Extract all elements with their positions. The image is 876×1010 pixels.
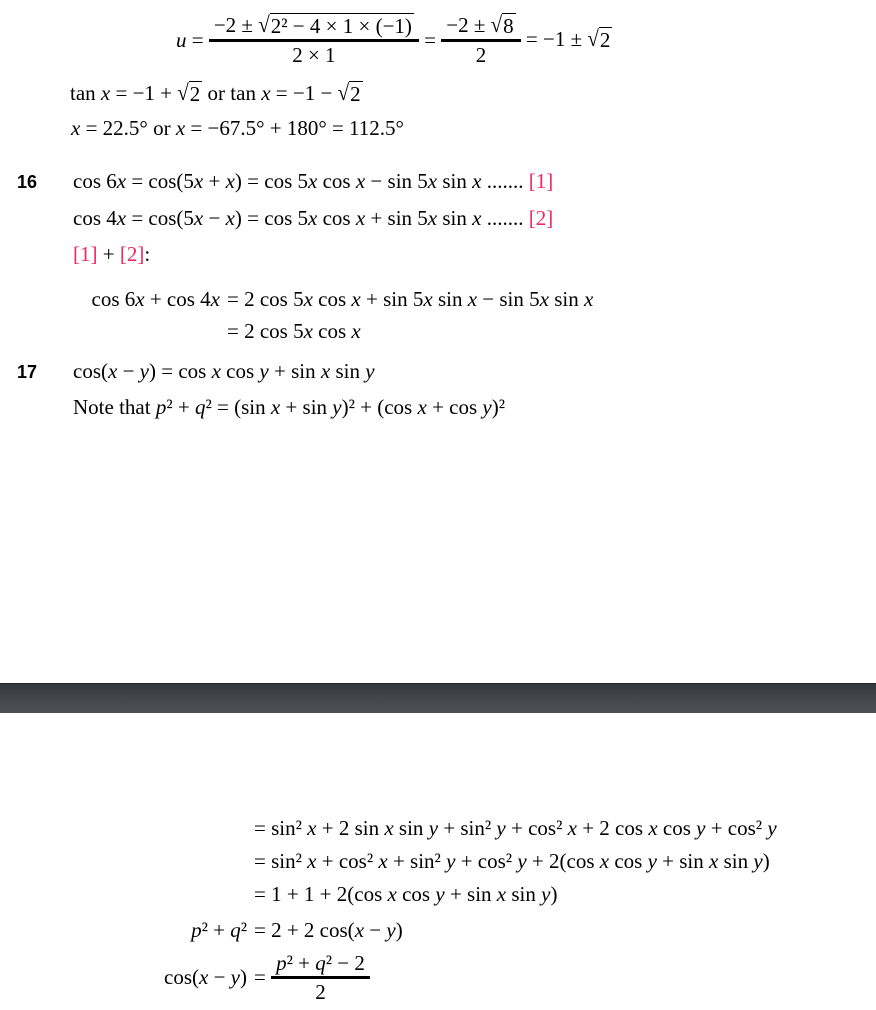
math-text: sin: [393, 816, 429, 840]
math-text: y: [517, 849, 527, 873]
math-text: = cos(5: [126, 206, 194, 230]
equation-reference: [1]: [73, 242, 98, 266]
math-text: + sin²: [387, 849, 447, 873]
sqrt-radical: [587, 27, 612, 53]
math-text: x: [211, 359, 221, 383]
math-text: x: [351, 286, 361, 311]
math-text: −2 ±: [213, 13, 259, 37]
fraction-simplified: [441, 12, 520, 68]
math-text: −: [117, 359, 140, 383]
math-text: ): [762, 849, 770, 873]
math-text: sin: [432, 286, 468, 311]
math-text: p: [276, 950, 287, 975]
fraction-denominator: [471, 42, 492, 68]
math-text: + 2 cos: [576, 816, 649, 840]
math-text: ): [550, 882, 558, 906]
page-2: [0, 713, 876, 1010]
math-text: q: [194, 395, 206, 419]
math-text: y: [139, 359, 149, 383]
fraction-discriminant: [209, 12, 419, 68]
math-text: ² +: [201, 917, 231, 942]
sqrt-radical: [491, 13, 516, 39]
math-text: x: [539, 286, 549, 311]
tan-solutions-line: [70, 80, 363, 107]
math-text: x: [175, 116, 186, 140]
math-text: sin: [506, 882, 542, 906]
math-text: + cos 4: [144, 286, 211, 311]
final-result-row: [0, 947, 370, 1007]
radical-sign-icon: √: [337, 79, 350, 106]
math-text: x: [427, 169, 438, 193]
equation-reference: [2]: [528, 206, 554, 230]
math-text: x: [308, 206, 318, 230]
math-text: = −67.5° + 180° = 112.5°: [185, 116, 404, 140]
problem-17-line-1: [73, 358, 375, 385]
math-text: + sin 5: [360, 286, 424, 311]
math-text: = sin²: [254, 816, 308, 840]
expansion-row-3: [0, 878, 557, 911]
math-text: y: [428, 816, 439, 840]
equation-reference: [2]: [119, 242, 145, 266]
math-text: p: [191, 917, 202, 942]
problem-16-line-3: [73, 241, 150, 268]
math-text: = 2 + 2 cos(: [254, 917, 355, 942]
fraction-numerator: [271, 950, 370, 976]
math-text: −: [364, 917, 387, 942]
math-text: + cos: [426, 395, 483, 419]
math-text: + 2(cos: [526, 849, 600, 873]
sqrt-radical: [177, 81, 202, 107]
math-text: = −1 +: [110, 81, 178, 105]
math-text: sin: [437, 169, 473, 193]
aligned-lhs: [72, 287, 220, 312]
math-text: = 22.5° or: [80, 116, 176, 140]
math-text: y: [332, 395, 342, 419]
math-text: cos: [312, 318, 352, 343]
math-text: x: [225, 206, 235, 230]
math-text: cos 4: [73, 206, 117, 230]
math-text: x: [472, 169, 482, 193]
problem-16-aligned-row-2: [72, 315, 361, 347]
sqrt-body: 2: [350, 82, 361, 106]
math-text: x: [116, 206, 127, 230]
math-text: x: [320, 359, 331, 383]
math-text: y: [435, 882, 445, 906]
math-text: x: [116, 169, 127, 193]
math-text: cos: [317, 169, 356, 193]
math-text: cos 6: [91, 286, 136, 311]
math-text: x: [308, 169, 318, 193]
math-text: ² − 2: [325, 950, 365, 975]
math-text: x: [193, 169, 204, 193]
math-text: y: [647, 849, 657, 873]
sqrt-radical: [338, 81, 363, 107]
aligned-lhs: [0, 965, 247, 990]
math-text: y: [386, 917, 396, 942]
equation-lead: [176, 28, 209, 53]
math-text: + sin: [280, 395, 333, 419]
fraction-denominator: [310, 979, 331, 1005]
math-text: −: [208, 964, 231, 989]
math-text: cos: [609, 849, 648, 873]
math-text: cos: [312, 286, 352, 311]
math-text: ² = (sin: [205, 395, 271, 419]
aligned-rhs: [220, 287, 593, 312]
math-text: sin: [437, 206, 473, 230]
math-text: x: [427, 206, 438, 230]
math-text: +: [203, 169, 226, 193]
final-fraction: [271, 950, 370, 1005]
math-text: )² + (cos: [341, 395, 418, 419]
math-text: 2 × 1: [292, 43, 336, 67]
equation-reference: [1]: [528, 169, 554, 193]
math-text: x: [351, 318, 361, 343]
math-text: x: [599, 849, 610, 873]
math-text: ) = cos: [149, 359, 212, 383]
math-text: x: [467, 286, 478, 311]
math-text: −2 ±: [446, 13, 491, 37]
math-text: + sin²: [438, 816, 497, 840]
math-text: x: [378, 849, 388, 873]
problem-16-number: 16: [17, 172, 38, 192]
math-text: x: [567, 816, 577, 840]
math-text: x: [71, 116, 81, 140]
sqrt-body: 2² − 4 × 1 × (−1): [270, 14, 412, 38]
math-text: =: [186, 27, 209, 52]
math-text: x: [496, 882, 507, 906]
radical-sign-icon: √: [177, 79, 189, 106]
math-text: ²: [240, 917, 247, 942]
math-text: x: [199, 964, 209, 989]
sqrt-body: 8: [503, 14, 514, 38]
math-text: + cos²: [505, 816, 568, 840]
math-text: p: [155, 395, 167, 419]
math-text: sin: [330, 359, 366, 383]
math-text: x: [135, 286, 145, 311]
problem-17-number: 17: [17, 362, 38, 382]
expansion-row-2: [0, 845, 770, 878]
math-text: q: [230, 917, 241, 942]
math-text: cos 6: [73, 169, 117, 193]
math-text: y: [496, 816, 506, 840]
math-text: = −1 ±: [520, 27, 588, 51]
quadratic-formula-equation: [176, 2, 612, 78]
math-text: y: [482, 395, 492, 419]
math-text: + sin: [268, 359, 321, 383]
math-text: .......: [481, 169, 529, 193]
math-text: x: [108, 359, 118, 383]
math-text: x: [307, 816, 317, 840]
math-text: 2: [315, 979, 326, 1004]
math-text: x: [261, 81, 271, 105]
math-text: or tan: [202, 81, 262, 105]
fraction-numerator: [209, 12, 419, 39]
math-text: .......: [481, 206, 529, 230]
math-text: x: [270, 395, 281, 419]
math-text: ² +: [286, 950, 316, 975]
aligned-rhs: [247, 918, 403, 943]
math-text: + sin: [656, 849, 710, 873]
math-text: x: [355, 206, 366, 230]
fraction-numerator: [441, 12, 520, 39]
math-text: y: [365, 359, 375, 383]
math-text: sin: [718, 849, 754, 873]
math-text: −: [203, 206, 226, 230]
math-text: tan: [70, 81, 101, 105]
x-solutions-line: [71, 115, 404, 142]
math-text: x: [583, 286, 594, 311]
math-text: = −1 −: [270, 81, 338, 105]
problem-16-aligned-row-1: [72, 283, 593, 315]
math-text: + 2 sin: [316, 816, 385, 840]
math-text: y: [446, 849, 456, 873]
math-text: y: [767, 816, 777, 840]
radical-sign-icon: √: [587, 25, 599, 52]
aligned-rhs: [247, 849, 770, 874]
problem-16-line-2: [73, 205, 553, 232]
math-text: cos(: [164, 964, 199, 989]
sqrt-body: 2: [189, 82, 201, 106]
math-text: cos: [317, 206, 356, 230]
math-text: + cos²: [316, 849, 379, 873]
problem-16-line-1: [73, 168, 553, 195]
math-text: x: [472, 206, 482, 230]
math-text: = 2 cos 5: [227, 286, 304, 311]
math-text: x: [355, 169, 366, 193]
math-text: :: [144, 242, 151, 266]
math-text: x: [303, 318, 313, 343]
math-text: ) = cos 5: [234, 169, 309, 193]
math-text: cos: [657, 816, 697, 840]
equals-sign: [254, 965, 271, 990]
math-text: u: [176, 27, 187, 52]
math-text: =: [418, 27, 442, 52]
fraction-denominator: [287, 42, 340, 68]
math-text: x: [307, 849, 317, 873]
math-text: x: [225, 169, 235, 193]
math-text: +: [97, 242, 120, 266]
math-text: ): [395, 917, 403, 942]
aligned-lhs: [0, 918, 247, 943]
math-text: x: [303, 286, 313, 311]
math-text: = 1 + 1 + 2(cos: [254, 882, 388, 906]
aligned-rhs: [247, 882, 557, 907]
math-text: x: [423, 286, 433, 311]
aligned-rhs: [247, 950, 370, 1005]
math-text: 2: [475, 43, 487, 67]
sqrt-body: 2: [599, 28, 611, 52]
sqrt-radical: [258, 13, 414, 39]
math-text: x: [354, 917, 365, 942]
math-text: + sin: [444, 882, 497, 906]
math-text: + cos²: [455, 849, 518, 873]
math-text: x: [648, 816, 658, 840]
page-separator: [0, 683, 876, 713]
math-text: + sin 5: [365, 206, 428, 230]
p2q2-row: [0, 913, 403, 947]
math-text: x: [417, 395, 427, 419]
radical-sign-icon: √: [490, 11, 503, 38]
math-text: x: [210, 286, 220, 311]
math-text: cos(: [73, 359, 108, 383]
expansion-row-1: [0, 812, 777, 845]
math-text: y: [259, 359, 269, 383]
aligned-rhs: [220, 319, 361, 344]
math-text: x: [387, 882, 397, 906]
math-text: = cos(5: [126, 169, 194, 193]
math-text: − sin 5: [477, 286, 540, 311]
problem-17-line-2: [73, 394, 505, 421]
math-text: = 2 cos 5: [227, 318, 304, 343]
math-text: x: [384, 816, 394, 840]
math-text: =: [254, 964, 272, 989]
radical-sign-icon: √: [258, 11, 270, 38]
math-text: ² +: [166, 395, 195, 419]
math-text: )²: [491, 395, 506, 419]
math-text: q: [315, 950, 326, 975]
math-text: sin: [548, 286, 584, 311]
math-text: + cos²: [705, 816, 768, 840]
equation-equals: [419, 28, 441, 53]
aligned-rhs: [247, 816, 777, 841]
math-text: cos: [220, 359, 260, 383]
math-text: x: [709, 849, 719, 873]
math-text: cos: [396, 882, 436, 906]
math-text: − sin 5: [365, 169, 428, 193]
math-text: x: [100, 81, 111, 105]
math-text: Note that: [73, 395, 156, 419]
math-text: = sin²: [254, 849, 308, 873]
math-text: y: [753, 849, 763, 873]
math-text: y: [541, 882, 551, 906]
math-text: y: [696, 816, 706, 840]
math-text: y: [230, 964, 240, 989]
equation-result: [521, 27, 613, 53]
math-text: ): [240, 964, 247, 989]
math-text: ) = cos 5: [234, 206, 309, 230]
math-text: x: [193, 206, 204, 230]
